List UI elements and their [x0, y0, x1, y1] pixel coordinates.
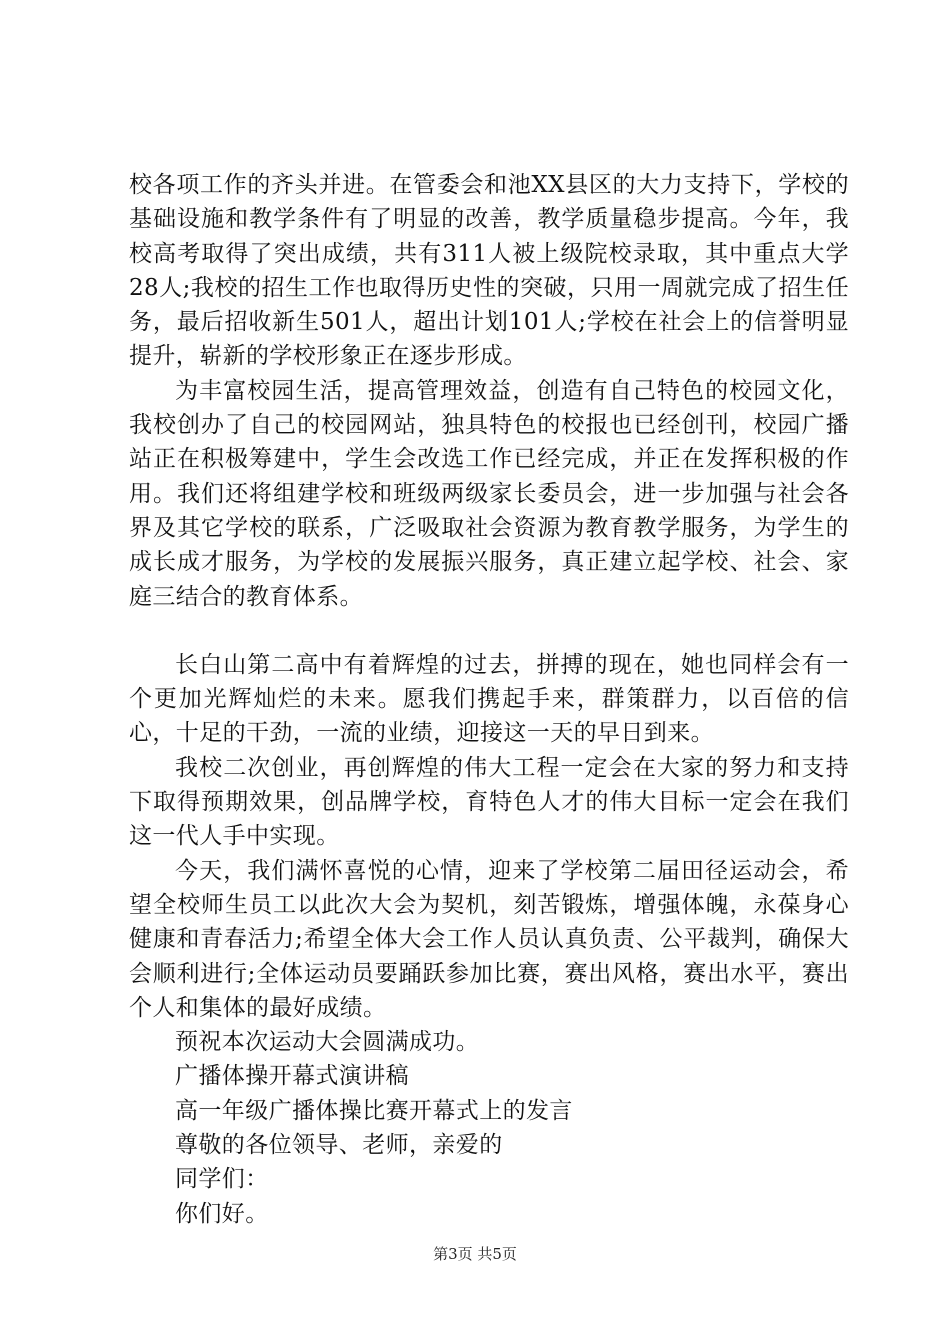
- page-number-footer: 第3页 共5页: [433, 1245, 517, 1263]
- line-greeting: 你们好。: [175, 1200, 269, 1227]
- line-wish-success: 预祝本次运动大会圆满成功。: [175, 1029, 480, 1056]
- line-speech-subtitle: 高一年级广播体操比赛开幕式上的发言: [175, 1097, 573, 1124]
- paragraph-school-progress: 校各项工作的齐头并进。在管委会和池XX县区的大力支持下，学校的基础设施和教学条件有了明显的改善，教学质量稳步提高。今年，我校高考取得了突出成绩，共有311人被上级院校录取，其中重点大学28人;我校的招生工作也取得历史性的突破，只用一周就完成了招生任务，最后招收新生501人，超出计划101人;学校在社会上的信誉明显提升，崭新的学校形象正在逐步形成。: [129, 172, 849, 370]
- line-salutation: 尊敬的各位领导、老师，亲爱的: [175, 1132, 503, 1159]
- paragraph-campus-culture: 为丰富校园生活，提高管理效益，创造有自己特色的校园文化，我校创办了自己的校园网站，独具特色的校报也已经创刊，校园广播站正在积极筹建中，学生会改选工作已经完成，并正在发挥积极的作用。我们还将组建学校和班级两级家长委员会，进一步加强与社会各界及其它学校的联系，广泛吸取社会资源为教育教学服务，为学生的成长成才服务，为学校的发展振兴服务，真正建立起学校、社会、家庭三结合的教育体系。: [129, 377, 849, 610]
- paragraph-second-venture: 我校二次创业，再创辉煌的伟大工程一定会在大家的努力和支持下取得预期效果，创品牌学校，育特色人才的伟大目标一定会在我们这一代人手中实现。: [129, 754, 849, 850]
- paragraph-sports-meet: 今天，我们满怀喜悦的心情，迎来了学校第二届田径运动会，希望全校师生员工以此次大会为契机，刻苦锻炼，增强体魄，永葆身心健康和青春活力;希望全体大会工作人员认真负责、公平裁判，确保大会顺利进行;全体运动员要踊跃参加比赛，赛出风格，赛出水平，赛出个人和集体的最好成绩。: [129, 857, 849, 1021]
- line-speech-title: 广播体操开幕式演讲稿: [175, 1063, 409, 1090]
- document-body: [129, 168, 849, 1231]
- paragraph-future: 长白山第二高中有着辉煌的过去，拼搏的现在，她也同样会有一个更加光辉灿烂的未来。愿我们携起手来，群策群力，以百倍的信心，十足的干劲，一流的业绩，迎接这一天的早日到来。: [129, 651, 849, 747]
- paragraph-gap: [129, 614, 849, 648]
- line-students: 同学们：: [175, 1166, 269, 1193]
